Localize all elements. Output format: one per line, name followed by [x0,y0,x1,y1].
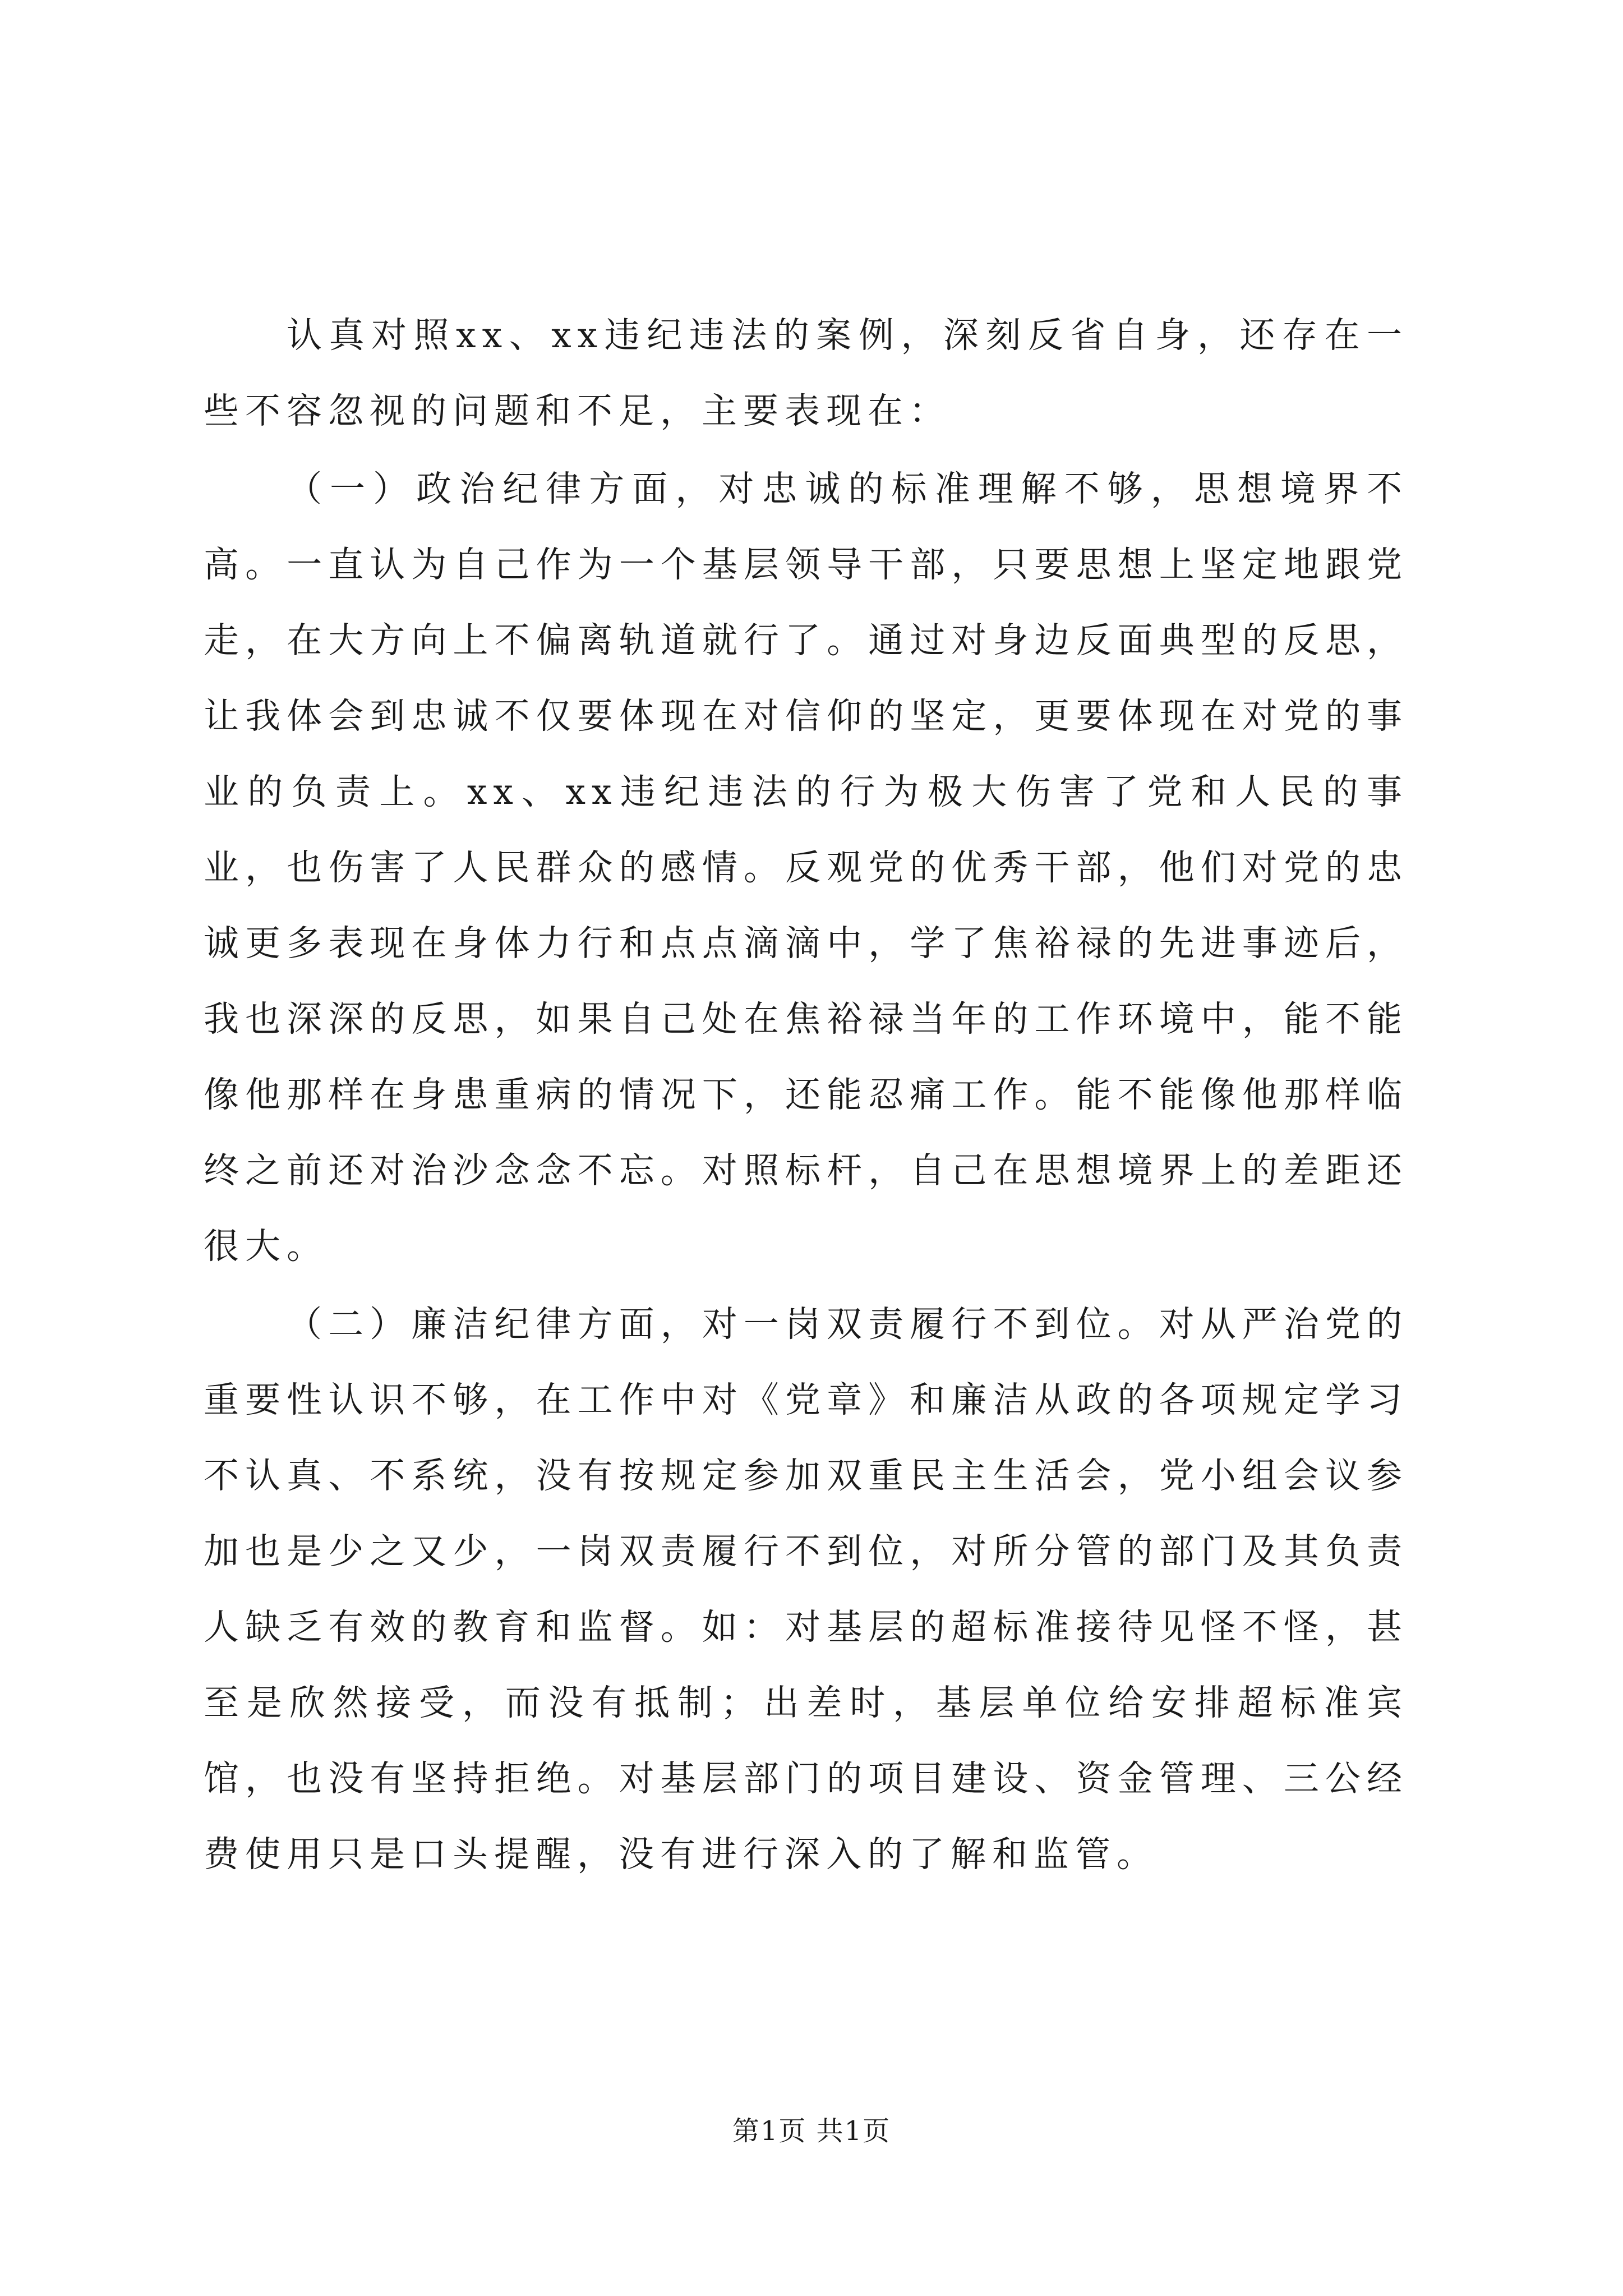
paragraph-integrity-discipline: （二）廉洁纪律方面，对一岗双责履行不到位。对从严治党的重要性认识不够，在工作中对《党章》和廉洁从政的各项规定学习不认真、不系统，没有按规定参加双重民主生活会，党小组会议参加也是少之又少，一岗双责履行不到位，对所分管的部门及其负责人缺乏有效的教育和监督。如：对基层的超标准接待见怪不怪，甚至是欣然接受，而没有抵制；出差时，基层单位给安排超标准宾馆，也没有坚持拒绝。对基层部门的项目建设、资金管理、三公经费使用只是口头提醒，没有进行深入的了解和监管。 [204,1304,1408,1875]
document-body [204,297,1408,1894]
paragraph-political-discipline: （一）政治纪律方面，对忠诚的标准理解不够，思想境界不高。一直认为自己作为一个基层领导干部，只要思想上坚定地跟党走，在大方向上不偏离轨道就行了。通过对身边反面典型的反思，让我体会到忠诚不仅要体现在对信仰的坚定，更要体现在对党的事业的负责上。xx、xx违纪违法的行为极大伤害了党和人民的事业，也伤害了人民群众的感情。反观党的优秀干部，他们对党的忠诚更多表现在身体力行和点点滴滴中，学了焦裕禄的先进事迹后，我也深深的反思，如果自己处在焦裕禄当年的工作环境中，能不能像他那样在身患重病的情况下，还能忍痛工作。能不能像他那样临终之前还对治沙念念不忘。对照标杆，自己在思想境界上的差距还很大。 [204,468,1408,1267]
paragraph-intro: 认真对照xx、xx违纪违法的案例，深刻反省自身，还存在一些不容忽视的问题和不足，主要表现在： [204,315,1408,431]
page-footer: 第1页 共1页 [732,2115,891,2147]
